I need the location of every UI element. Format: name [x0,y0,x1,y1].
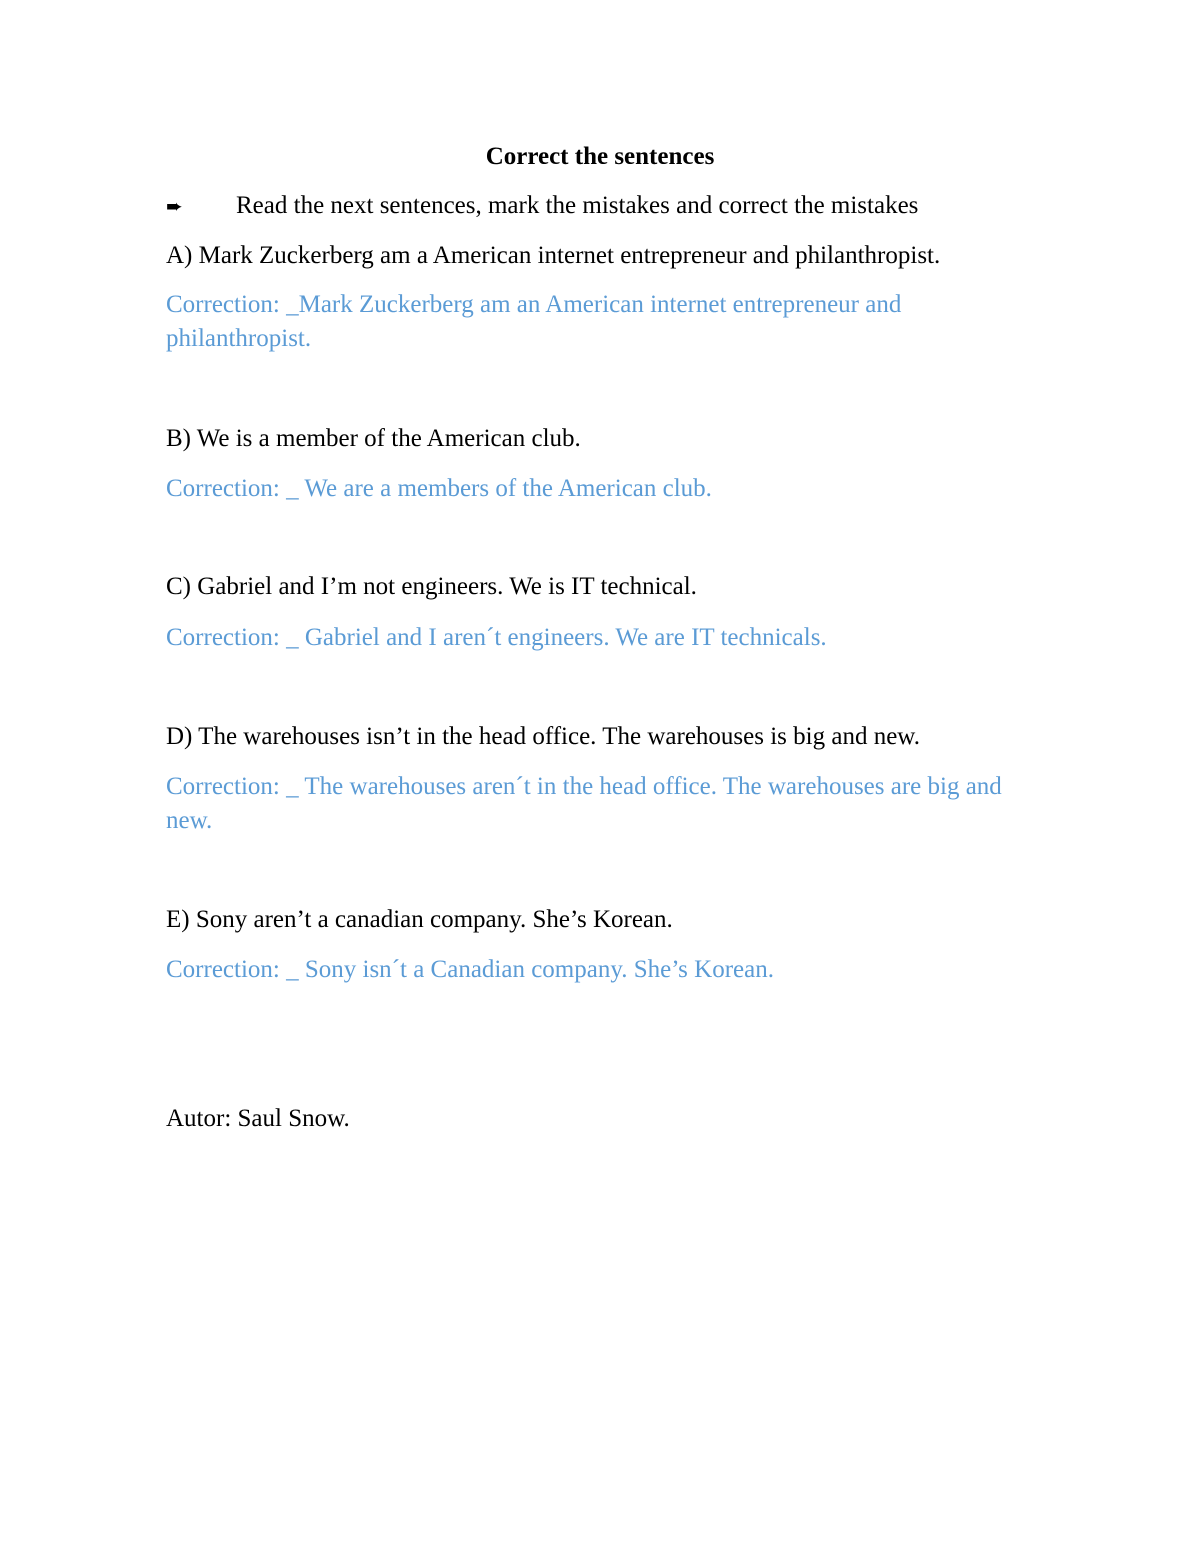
page-title: Correct the sentences [485,143,715,170]
sentence-b: B) We is a member of the American club. [166,425,581,452]
correction-e: Correction: _ Sony isn´t a Canadian company. She’s Korean. [166,956,774,983]
correction-b: Correction: _ We are a members of the American club. [166,475,712,502]
sentence-e: E) Sony aren’t a canadian company. She’s Korean. [166,906,673,933]
correction-c: Correction: _ Gabriel and I aren´t engineers. We are IT technicals. [166,624,827,651]
sentence-a: A) Mark Zuckerberg am a American internet entrepreneur and philanthropist. [166,242,941,269]
sentence-d: D) The warehouses isn’t in the head office. The warehouses is big and new. [166,723,920,750]
sentence-c: C) Gabriel and I’m not engineers. We is IT technical. [166,573,697,600]
arrow-bullet-icon: ➨ [166,196,183,218]
correction-a: Correction: _Mark Zuckerberg am an American internet entrepreneur and philanthropist. [166,291,902,352]
correction-d: Correction: _ The warehouses aren´t in the head office. The warehouses are big and new. [166,773,1002,834]
instruction-text: Read the next sentences, mark the mistakes and correct the mistakes [236,192,919,219]
author-line: Autor: Saul Snow. [166,1105,350,1132]
